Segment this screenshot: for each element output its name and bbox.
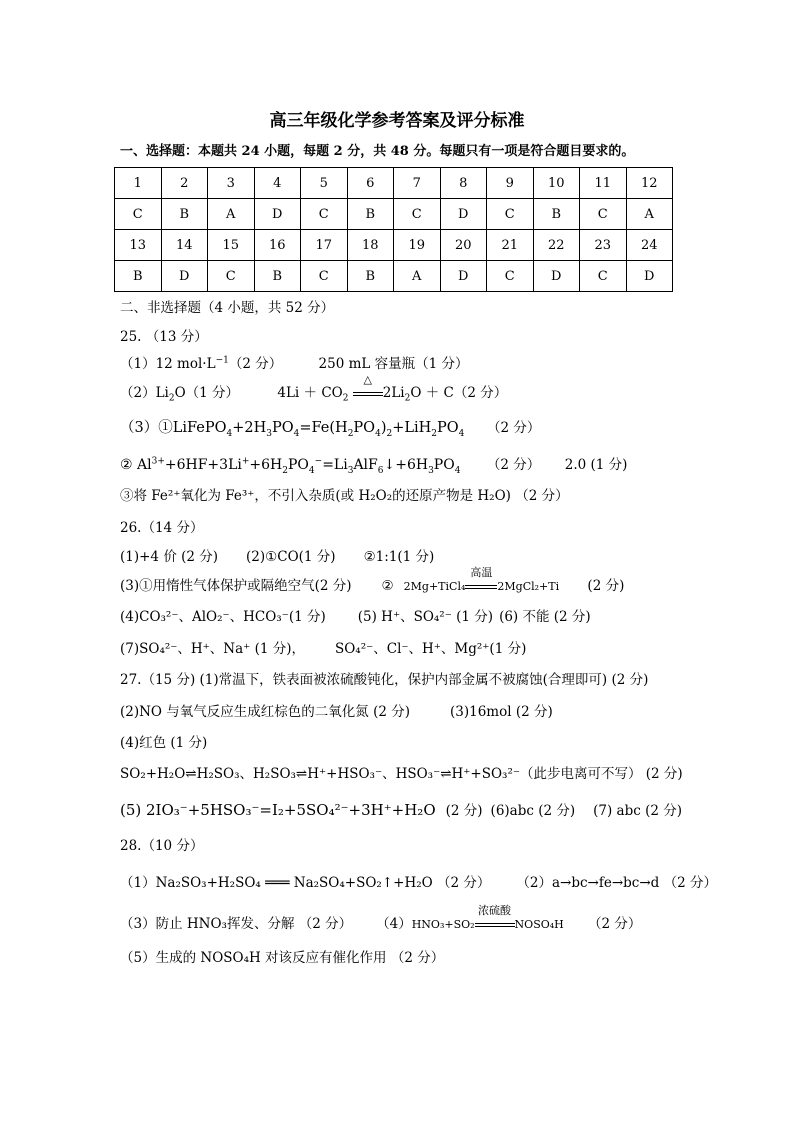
- table-cell: 11: [580, 168, 627, 199]
- table-cell: 8: [440, 168, 487, 199]
- table-cell: 23: [580, 230, 627, 261]
- table-cell: B: [533, 199, 580, 230]
- table-cell: 9: [487, 168, 534, 199]
- table-cell: 3: [208, 168, 255, 199]
- table-cell: C: [301, 261, 348, 292]
- answer-table: [114, 167, 673, 292]
- table-cell: 16: [254, 230, 301, 261]
- table-cell: D: [161, 261, 208, 292]
- reaction-condition: 高温: [465, 577, 497, 595]
- table-cell: 13: [115, 230, 162, 261]
- table-cell: C: [301, 199, 348, 230]
- table-cell: 17: [301, 230, 348, 261]
- table-row: [115, 261, 673, 292]
- table-cell: C: [487, 261, 534, 292]
- q27-line4: SO₂+H₂O⇌H₂SO₃、H₂SO₃⇌H⁺+HSO₃⁻、HSO₃⁻⇌H⁺+SO₃²⁻（此步电离可不写） (2 分): [120, 766, 683, 782]
- table-cell: D: [626, 261, 673, 292]
- table-cell: C: [487, 199, 534, 230]
- q27-line2: (2)NO 与氧气反应生成红棕色的二氧化氮 (2 分) (3)16mol (2 分): [120, 704, 553, 720]
- table-cell: 10: [533, 168, 580, 199]
- table-cell: 12: [626, 168, 673, 199]
- table-cell: D: [440, 261, 487, 292]
- q27-line1: 27.（15 分) (1)常温下，铁表面被浓硫酸钝化，保护内部金属不被腐蚀(合理即可) (2 分): [120, 672, 649, 688]
- table-cell: A: [626, 199, 673, 230]
- table-cell: D: [440, 199, 487, 230]
- table-cell: B: [161, 199, 208, 230]
- table-row: [115, 168, 673, 199]
- table-cell: 15: [208, 230, 255, 261]
- table-cell: 7: [394, 168, 441, 199]
- q26-line4: (7)SO₄²⁻、H⁺、Na⁺ (1 分)， SO₄²⁻、Cl⁻、H⁺、Mg²⁺(1 分): [120, 641, 527, 657]
- q28-line2: （3）防止 HNO₃挥发、分解 （2 分） （4）HNO₃+SO₂ 浓硫酸 NOSO₄H （2 分）: [120, 904, 642, 932]
- table-row: [115, 230, 673, 261]
- q25-part3-2: ② $Al^{3+}+6HF+3Li^++6H_2PO_4^-=Li_3AlF_6↓+6H_3PO_4$ （2 分） 2.0 (1 分): [120, 456, 628, 476]
- table-cell: 20: [440, 230, 487, 261]
- q26-heading: 26.（14 分）: [120, 520, 204, 536]
- q27-line3: (4)红色 (1 分): [120, 735, 208, 751]
- table-row: [115, 199, 673, 230]
- table-cell: 6: [347, 168, 394, 199]
- q25-heading: 25. （13 分）: [120, 329, 208, 345]
- table-cell: B: [115, 261, 162, 292]
- table-cell: C: [580, 261, 627, 292]
- table-cell: 14: [161, 230, 208, 261]
- q28-line3: （5）生成的 NOSO₄H 对该反应有催化作用 （2 分）: [120, 950, 445, 966]
- q27-line5: (5) 2IO₃⁻+5HSO₃⁻=I₂+5SO₄²⁻+3H⁺+H₂O (2 分) (6)abc (2 分) (7) abc (2 分): [120, 801, 683, 819]
- table-cell: 5: [301, 168, 348, 199]
- reaction-condition: △: [353, 384, 383, 402]
- table-cell: D: [254, 199, 301, 230]
- table-cell: 1: [115, 168, 162, 199]
- table-cell: B: [347, 199, 394, 230]
- table-cell: C: [115, 199, 162, 230]
- table-cell: C: [580, 199, 627, 230]
- table-cell: B: [347, 261, 394, 292]
- table-cell: 24: [626, 230, 673, 261]
- q25-part1: （1）12 $mol\cdot L^{-1}(2$ 分） 250 mL 容量瓶（1 分）: [120, 355, 469, 372]
- q28-heading: 28.（10 分）: [120, 838, 204, 854]
- table-cell: C: [208, 261, 255, 292]
- table-cell: 2: [161, 168, 208, 199]
- q25-part2: $(2)Li_2O(1$ 分） $4Li + CO_2$ △ $2Li_2O + C(2$ 分）: [120, 373, 508, 404]
- table-cell: 4: [254, 168, 301, 199]
- table-cell: 19: [394, 230, 441, 261]
- table-cell: C: [394, 199, 441, 230]
- q28-line1: （1）Na₂SO₃+H₂SO₄ ═══ Na₂SO₄+SO₂↑+H₂O （2 分） （2）a→bc→fe→bc→d （2 分）: [120, 875, 717, 891]
- q25-part3-3: ③将 Fe²⁺氧化为 Fe³⁺，不引入杂质(或 H₂O₂的还原产物是 H₂O) （2 分）: [120, 488, 569, 504]
- table-cell: A: [208, 199, 255, 230]
- section-2-heading: 二、非选择题（4 小题，共 52 分）: [120, 300, 335, 316]
- q26-line1: (1)+4 价 (2 分) (2)①CO(1 分) ②1:1(1 分): [120, 549, 435, 565]
- table-cell: B: [254, 261, 301, 292]
- table-cell: D: [533, 261, 580, 292]
- section-1-heading: 一、选择题：本题共 24 小题，每题 2 分，共 48 分。每题只有一项是符合题目要求的。: [120, 144, 635, 159]
- page-title: 高三年级化学参考答案及评分标准: [269, 111, 525, 131]
- table-cell: 22: [533, 230, 580, 261]
- q26-line2: (3)①用惰性气体保护或隔绝空气(2 分) ② 2Mg+TiCl₄ 高温 2MgCl₂+Ti (2 分): [120, 566, 625, 594]
- reaction-condition: 浓硫酸: [475, 915, 515, 933]
- table-cell: 18: [347, 230, 394, 261]
- table-cell: 21: [487, 230, 534, 261]
- table-cell: A: [394, 261, 441, 292]
- q26-line3: (4)CO₃²⁻、AlO₂⁻、HCO₃⁻(1 分) (5) H⁺、SO₄²⁻ (1 分) (6) 不能 (2 分): [120, 609, 591, 625]
- q25-part3: $(3)①LiFePO_4+2H_3PO_4=Fe(H_2PO_4)_2+LiH_2PO_4$ （2 分）: [120, 420, 541, 439]
